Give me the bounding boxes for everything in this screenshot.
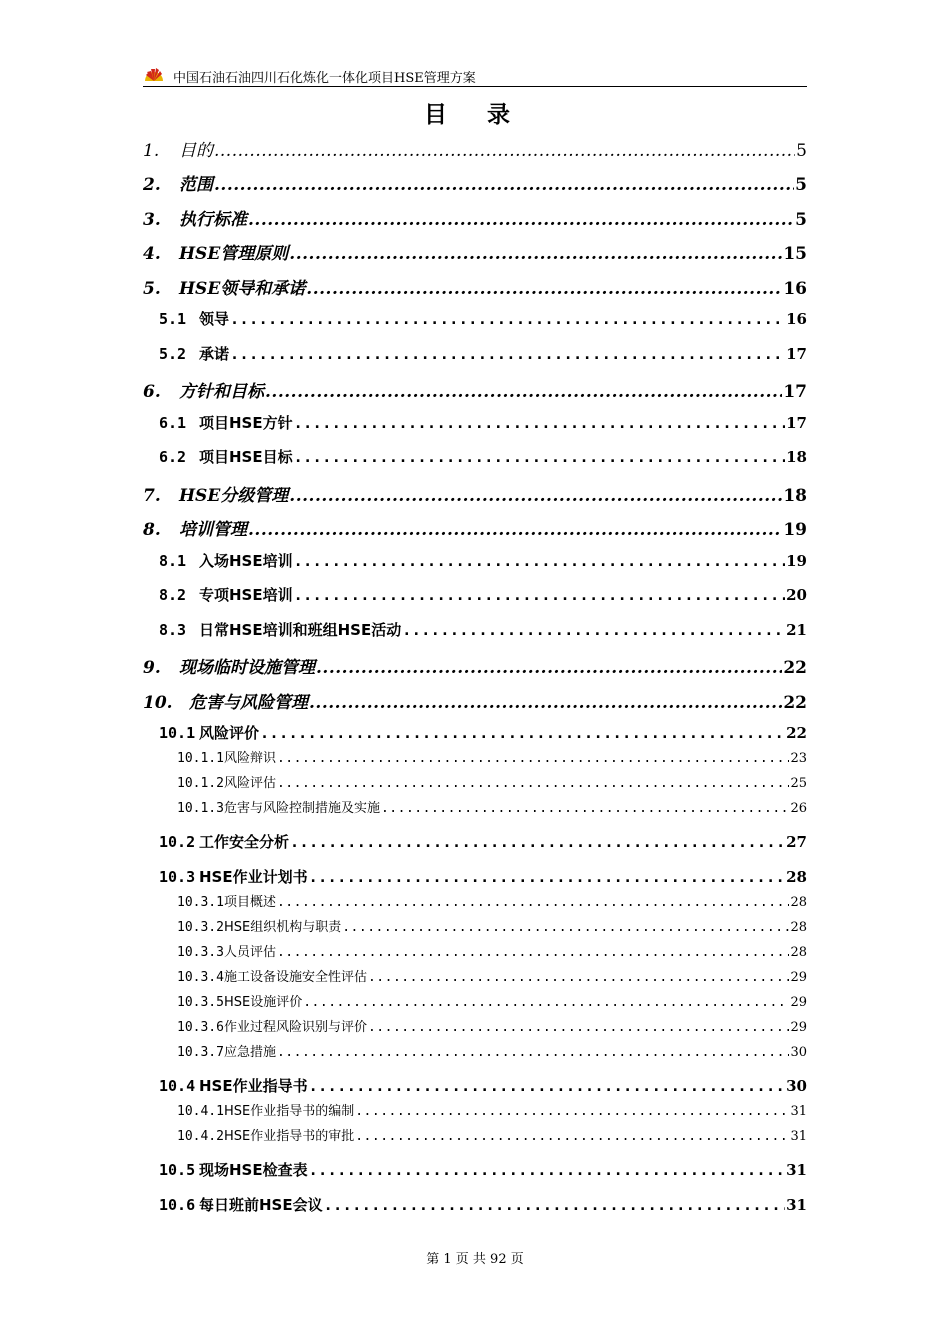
toc-entry[interactable] (143, 747, 807, 766)
toc-entry-page: 22 (786, 724, 807, 742)
toc-entry-label: HSE分级管理 (179, 486, 289, 506)
toc-entry-page: 5 (795, 210, 807, 230)
toc-leader-dots (230, 310, 785, 328)
toc-entry-label: 风险评估 (223, 776, 276, 791)
toc-entry-page: 19 (783, 520, 807, 540)
toc-leader-dots (381, 801, 789, 816)
page-header (143, 64, 807, 87)
toc-entry-page: 29 (790, 970, 807, 985)
toc-entry-label: 工作安全分析 (199, 833, 290, 851)
toc-entry-page: 16 (783, 279, 807, 299)
toc-entry-number: 4. (143, 244, 173, 264)
toc-entry-label: 风险评价 (199, 724, 260, 742)
toc-entry[interactable] (143, 966, 807, 985)
toc-entry-page: 21 (786, 621, 807, 639)
toc-entry-label: HSE设施评价 (223, 995, 303, 1010)
toc-entry-page: 29 (790, 1020, 807, 1035)
toc-leader-dots (248, 520, 782, 540)
toc-leader-dots (294, 552, 786, 570)
toc-entry[interactable] (143, 619, 807, 640)
toc-entry-number: 10.1 (159, 724, 214, 742)
toc-entry-label: 现场HSE检查表 (199, 1161, 308, 1179)
toc-entry[interactable] (143, 205, 807, 230)
toc-entry-number: 8.1 (159, 552, 205, 570)
toc-entry-number: 6.1 (159, 414, 205, 432)
toc-entry-page: 31 (786, 1196, 807, 1214)
toc-entry-number: 10.1.3 (177, 801, 224, 816)
toc-leader-dots (309, 868, 786, 886)
toc-entry-page: 28 (790, 945, 807, 960)
toc-entry-page: 28 (790, 895, 807, 910)
toc-entry[interactable] (143, 891, 807, 910)
toc-leader-dots (277, 751, 789, 766)
toc-entry-label: 领导 (199, 310, 230, 328)
toc-leader-dots (309, 1161, 786, 1179)
toc-entry-page: 18 (786, 448, 807, 466)
toc-entry-label: 施工设备设施安全性评估 (223, 970, 367, 985)
toc-entry[interactable] (143, 866, 807, 887)
toc-entry-page: 5 (795, 175, 807, 195)
toc-entry[interactable] (143, 722, 807, 743)
toc-entry-label: 目的 (179, 141, 213, 161)
toc-entry-page: 23 (790, 751, 807, 766)
toc-entry-number: 10.3 (159, 868, 214, 886)
toc-entry-page: 22 (783, 658, 807, 678)
toc-entry-page: 30 (790, 1045, 807, 1060)
toc-entry-number: 10.5 (159, 1161, 214, 1179)
toc-entry-label: 风险辩识 (223, 751, 276, 766)
toc-entry-number: 10.3.2 (177, 920, 224, 935)
toc-entry-label: HSE管理原则 (179, 244, 289, 264)
toc-entry[interactable] (143, 550, 807, 571)
toc-entry-number: 8.2 (159, 586, 205, 604)
header-title: 中国石油石油四川石化炼化一体化项目HSE管理方案 (173, 71, 476, 86)
toc-entry-label: 作业过程风险识别与评价 (223, 1020, 367, 1035)
toc-entry-number: 3. (143, 210, 173, 230)
toc-entry-label: 培训管理 (179, 520, 247, 540)
toc-entry[interactable] (143, 831, 807, 852)
toc-entry-page: 29 (790, 995, 807, 1010)
toc-entry-label: HSE领导和承诺 (179, 279, 306, 299)
toc-entry-page: 16 (786, 310, 807, 328)
toc-leader-dots (289, 486, 782, 506)
toc-leader-dots (309, 693, 782, 713)
toc-entry-number: 9. (143, 658, 173, 678)
toc-leader-dots (214, 175, 794, 195)
toc-leader-dots (294, 586, 786, 604)
toc-leader-dots (294, 448, 786, 466)
toc-entry[interactable] (143, 170, 807, 195)
toc-entry-number: 5.2 (159, 345, 205, 363)
toc-entry-label: HSE作业指导书的审批 (223, 1129, 355, 1144)
toc-entry-page: 26 (790, 801, 807, 816)
toc-entry-label: 人员评估 (223, 945, 276, 960)
toc-leader-dots (324, 1196, 786, 1214)
toc-entry-label: 项目HSE方针 (199, 414, 293, 432)
toc-leader-dots (316, 658, 782, 678)
toc-entry-label: 危害与风险控制措施及实施 (223, 801, 380, 816)
toc-entry[interactable] (143, 446, 807, 467)
toc-entry[interactable] (143, 1100, 807, 1119)
toc-entry-label: 应急措施 (223, 1045, 276, 1060)
toc-leader-dots (342, 920, 789, 935)
toc-entry-page: 15 (783, 244, 807, 264)
toc-entry-page: 31 (790, 1104, 807, 1119)
toc-entry[interactable] (143, 772, 807, 791)
toc-entry[interactable] (143, 274, 807, 299)
toc-entry[interactable] (143, 377, 807, 402)
toc-entry-number: 5. (143, 279, 173, 299)
toc-leader-dots (265, 382, 782, 402)
toc-entry[interactable] (143, 239, 807, 264)
toc-entry-number: 8.3 (159, 621, 205, 639)
toc-leader-dots (230, 345, 785, 363)
toc-entry-page: 17 (786, 345, 807, 363)
toc-entry-page: 25 (790, 776, 807, 791)
toc-leader-dots (290, 833, 785, 851)
toc-entry[interactable] (143, 941, 807, 960)
toc-entry-number: 10.1.1 (177, 751, 224, 766)
toc-entry-label: 专项HSE培训 (199, 586, 293, 604)
toc-entry-number: 10.3.3 (177, 945, 224, 960)
toc-leader-dots (355, 1129, 789, 1144)
toc-entry[interactable] (143, 308, 807, 329)
page-footer: 第 1 页 共 92 页 (426, 1252, 524, 1267)
toc-entry-number: 5.1 (159, 310, 205, 328)
toc-entry[interactable] (143, 412, 807, 433)
toc-entry-number: 10.3.4 (177, 970, 224, 985)
toc-entry[interactable] (143, 584, 807, 605)
toc-entry-number: 1. (143, 141, 171, 161)
toc-entry-number: 10. (143, 693, 185, 713)
toc-entry-number: 10.4 (159, 1077, 214, 1095)
toc-entry-number: 10.6 (159, 1196, 214, 1214)
toc-entry-number: 10.1.2 (177, 776, 224, 791)
toc-entry-page: 22 (783, 693, 807, 713)
toc-entry-label: HSE作业指导书的编制 (223, 1104, 355, 1119)
toc-entry-page: 28 (786, 868, 807, 886)
toc-entry-label: 方针和目标 (179, 382, 264, 402)
toc-entry-label: 日常HSE培训和班组HSE活动 (199, 621, 402, 639)
toc-leader-dots (306, 279, 782, 299)
toc-entry-label: 承诺 (199, 345, 230, 363)
toc-leader-dots (277, 945, 789, 960)
toc-entry-number: 10.3.5 (177, 995, 224, 1010)
toc-entry-number: 8. (143, 520, 173, 540)
toc-entry[interactable] (143, 1016, 807, 1035)
toc-entry-number: 2. (143, 175, 173, 195)
toc-leader-dots (277, 1045, 789, 1060)
toc-entry-label: HSE作业指导书 (199, 1077, 308, 1095)
toc-entry[interactable] (143, 1159, 807, 1180)
toc-leader-dots (368, 970, 789, 985)
toc-entry[interactable] (143, 688, 807, 713)
toc-entry[interactable] (143, 1125, 807, 1144)
toc-entry-page: 31 (786, 1161, 807, 1179)
page-title: 目 录 (423, 101, 526, 128)
toc-leader-dots (248, 210, 794, 230)
toc-entry-page: 19 (786, 552, 807, 570)
toc-entry-page: 28 (790, 920, 807, 935)
toc-entry-number: 7. (143, 486, 173, 506)
toc-entry-number: 10.3.6 (177, 1020, 224, 1035)
toc-entry-label: 现场临时设施管理 (179, 658, 315, 678)
toc-leader-dots (309, 1077, 786, 1095)
toc-entry-label: 每日班前HSE会议 (199, 1196, 323, 1214)
toc-entry-label: 危害与风险管理 (189, 693, 308, 713)
toc-entry[interactable] (143, 343, 807, 364)
toc-leader-dots (260, 724, 785, 742)
toc-entry-page: 18 (783, 486, 807, 506)
toc-entry[interactable] (143, 481, 807, 506)
toc-entry-number: 10.3.7 (177, 1045, 224, 1060)
toc-entry[interactable] (143, 1194, 807, 1215)
toc-entry-label: 范围 (179, 175, 213, 195)
toc-leader-dots (289, 244, 782, 264)
toc-entry-number: 6. (143, 382, 173, 402)
toc-entry[interactable] (143, 991, 807, 1010)
toc-entry-label: 项目HSE目标 (199, 448, 293, 466)
petrochina-logo-icon (143, 65, 165, 83)
toc-entry-label: 执行标准 (179, 210, 247, 230)
toc-entry-number: 10.2 (159, 833, 214, 851)
toc-leader-dots (294, 414, 786, 432)
toc-entry[interactable] (143, 1041, 807, 1060)
toc-entry-number: 10.3.1 (177, 895, 224, 910)
toc-entry-page: 27 (786, 833, 807, 851)
toc-entry-page: 17 (783, 382, 807, 402)
toc-entry-page: 20 (786, 586, 807, 604)
toc-leader-dots (402, 621, 785, 639)
toc-entry[interactable] (143, 916, 807, 935)
toc-entry-label: 入场HSE培训 (199, 552, 293, 570)
toc-leader-dots (368, 1020, 789, 1035)
toc-entry-number: 10.4.2 (177, 1129, 224, 1144)
toc-entry-page: 31 (790, 1129, 807, 1144)
toc-entry-label: 项目概述 (223, 895, 276, 910)
toc-entry-page: 30 (786, 1077, 807, 1095)
toc-leader-dots (214, 141, 795, 161)
toc-entry[interactable] (143, 653, 807, 678)
toc-leader-dots (277, 895, 789, 910)
toc-entry[interactable] (143, 515, 807, 540)
toc-entry-number: 6.2 (159, 448, 205, 466)
toc-leader-dots (355, 1104, 789, 1119)
toc-entry-label: HSE组织机构与职责 (223, 920, 342, 935)
toc-leader-dots (303, 995, 789, 1010)
toc-leader-dots (277, 776, 789, 791)
toc-entry[interactable] (143, 797, 807, 816)
toc-entry[interactable] (143, 1075, 807, 1096)
toc-entry[interactable] (143, 136, 807, 161)
toc-entry-page: 17 (786, 414, 807, 432)
toc-entry-label: HSE作业计划书 (199, 868, 308, 886)
toc-entry-number: 10.4.1 (177, 1104, 224, 1119)
toc-entry-page: 5 (796, 141, 807, 161)
